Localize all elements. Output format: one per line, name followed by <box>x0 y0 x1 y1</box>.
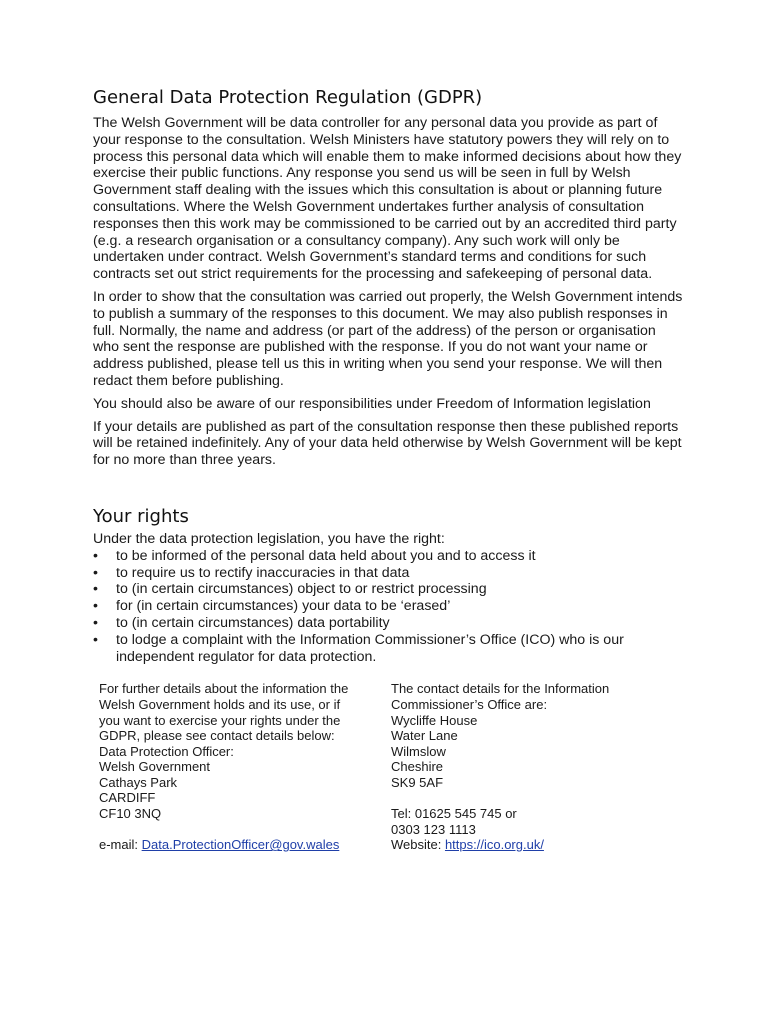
list-item <box>93 615 683 632</box>
bullet-icon: • <box>93 631 98 648</box>
section-gap <box>93 475 683 505</box>
ico-contact-column <box>391 681 681 853</box>
email-line <box>99 837 391 853</box>
rights-intro: Under the data protection legislation, you have the right: <box>93 530 445 547</box>
contact-line: CF10 3NQ <box>99 806 162 822</box>
rights-heading: Your rights <box>93 505 189 527</box>
contact-line: Wilmslow <box>391 743 446 759</box>
bullet-icon: • <box>93 547 98 564</box>
contact-line: CARDIFF <box>99 790 156 806</box>
rights-list <box>93 548 683 666</box>
dpo-contact-column <box>99 681 391 853</box>
contact-line: Commissioner’s Office are: <box>391 696 548 712</box>
list-item <box>93 598 683 615</box>
document-page <box>93 86 683 853</box>
contact-line: GDPR, please see contact details below: <box>99 728 335 744</box>
email-label: e-mail: <box>99 837 142 853</box>
ico-website-link[interactable]: https://ico.org.uk/ <box>444 837 544 853</box>
contact-line: you want to exercise your rights under the <box>99 712 341 728</box>
list-item-text: to (in certain circumstances) data portability <box>116 614 390 631</box>
contact-line: Cathays Park <box>99 774 178 790</box>
contact-line: Water Lane <box>391 728 458 744</box>
dpo-email-link[interactable]: Data.ProtectionOfficer@gov.wales <box>141 837 340 853</box>
list-item <box>93 565 683 582</box>
bullet-icon: • <box>93 564 98 581</box>
contact-line: Cheshire <box>391 759 444 775</box>
list-item <box>93 581 683 598</box>
website-label: Website: <box>391 837 445 853</box>
bullet-icon: • <box>93 581 98 598</box>
list-item-text: to lodge a complaint with the Information Commissioner’s Office (ICO) who is our independent regulator for data protection. <box>116 631 624 665</box>
contact-table <box>99 681 683 853</box>
gdpr-paragraph: In order to show that the consultation was carried out properly, the Welsh Government intends to publish a summary of the responses to this document. We may also publish responses in full. Normally, the name and address (or part of the address) of the person or organisation who sent the response are published with the response. If you do not want your name or address published, please tell us this in writing when you send your response. We will then redact them before publishing. <box>93 288 683 389</box>
gdpr-paragraph: You should also be aware of our responsibilities under Freedom of Information legislation <box>93 395 651 412</box>
contact-line: For further details about the information the <box>99 681 349 697</box>
contact-line: SK9 5AF <box>391 774 444 790</box>
contact-line: Wycliffe House <box>391 712 478 728</box>
telephone-line: Tel: 01625 545 745 or <box>391 806 517 822</box>
list-item <box>93 632 683 666</box>
spacer <box>99 822 391 838</box>
list-item-text: to be informed of the personal data held about you and to access it <box>116 547 536 564</box>
contact-line: Welsh Government holds and its use, or if <box>99 696 341 712</box>
website-line <box>391 837 681 853</box>
list-item-text: to require us to rectify inaccuracies in that data <box>116 564 410 581</box>
list-item-text: for (in certain circumstances) your data to be ‘erased’ <box>116 598 451 615</box>
gdpr-paragraph: If your details are published as part of the consultation response then these published reports will be retained indefinitely. Any of your data held otherwise by Welsh Government will be kept for no more than three years. <box>93 418 682 469</box>
contact-line: Welsh Government <box>99 759 211 775</box>
spacer <box>391 790 681 806</box>
contact-line: The contact details for the Information <box>391 681 610 697</box>
gdpr-heading: General Data Protection Regulation (GDPR) <box>93 87 483 108</box>
telephone-line: 0303 123 1113 <box>391 821 476 837</box>
list-item-text: to (in certain circumstances) object to or restrict processing <box>116 581 487 598</box>
bullet-icon: • <box>93 598 98 615</box>
bullet-icon: • <box>93 614 98 631</box>
gdpr-paragraph: The Welsh Government will be data controller for any personal data you provide as part of your response to the consultation. Welsh Ministers have statutory powers they will rely on to process this personal data which will enable them to make informed decisions about how they exercise their public functions. Any response you send us will be seen in full by Welsh Government staff dealing with the issues which this consultation is about or planning future consultations. Where the Welsh Government undertakes further analysis of consultation responses then this work may be commissioned to be carried out by an accredited third party (e.g. a research organisation or a consultancy company). Any such work will only be undertaken under contract. Welsh Government’s standard terms and conditions for such contracts set out strict requirements for the processing and safekeeping of personal data. <box>93 115 682 283</box>
list-item <box>93 548 683 565</box>
contact-line: Data Protection Officer: <box>99 743 234 759</box>
